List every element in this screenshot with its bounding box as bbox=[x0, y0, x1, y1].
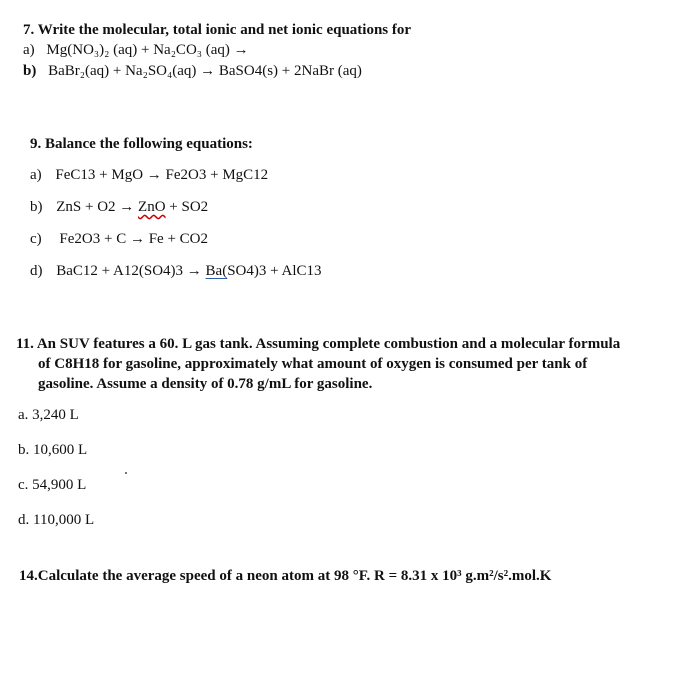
equation-text-end: + SO2 bbox=[165, 199, 209, 215]
question-9-part-d bbox=[30, 262, 322, 280]
question-7-title: 7. Write the molecular, total ionic and net ionic equations for bbox=[23, 22, 412, 38]
question-9-part-c bbox=[30, 230, 208, 248]
equation-text: FeC13 + MgO → Fe2O3 + MgC12 bbox=[55, 167, 269, 183]
equation-text-end: SO4)3 + AlC13 bbox=[227, 263, 322, 279]
question-14-text: 14.Calculate the average speed of a neon atom at 98 °F. R = 8.31 x 10³ g.m²/s².mol.K bbox=[19, 568, 552, 584]
question-7-part-a bbox=[23, 41, 249, 59]
question-11-line-1: 11. An SUV features a 60. L gas tank. Assuming complete combustion and a molecular formula bbox=[16, 336, 621, 352]
grammar-underlined-text: Ba( bbox=[205, 263, 228, 279]
answer-option-b: b. 10,600 L bbox=[18, 442, 88, 458]
question-7-part-b bbox=[23, 62, 362, 80]
part-label: b) bbox=[30, 199, 43, 215]
part-label: a) bbox=[30, 167, 42, 183]
part-label: c) bbox=[30, 231, 42, 247]
question-9-part-b bbox=[30, 198, 208, 216]
answer-option-c: c. 54,900 L bbox=[18, 477, 87, 493]
equation-text: Mg(NO₃)₂ (aq) + Na₂CO₃ (aq) → bbox=[46, 42, 249, 58]
answer-option-a: a. 3,240 L bbox=[18, 407, 79, 423]
stray-mark bbox=[125, 472, 127, 474]
equation-text: BaBr₂(aq) + Na₂SO₄(aq) → BaSO4(s) + 2NaBr (aq) bbox=[48, 63, 362, 79]
equation-text: Fe2O3 + C → Fe + CO2 bbox=[59, 231, 208, 247]
equation-text: BaC12 + A12(SO4)3 → bbox=[56, 263, 206, 279]
spellcheck-underlined-word: ZnO bbox=[138, 199, 166, 215]
equation-text: ZnS + O2 → bbox=[56, 199, 139, 215]
answer-option-d: d. 110,000 L bbox=[18, 512, 95, 528]
question-11-line-2: of C8H18 for gasoline, approximately what amount of oxygen is consumed per tank of bbox=[38, 356, 588, 372]
part-label: d) bbox=[30, 263, 43, 279]
question-9-title: 9. Balance the following equations: bbox=[30, 136, 253, 152]
question-9-part-a bbox=[30, 166, 268, 184]
question-11-line-3: gasoline. Assume a density of 0.78 g/mL for gasoline. bbox=[38, 376, 373, 392]
part-label: a) bbox=[23, 42, 35, 58]
part-label: b) bbox=[23, 63, 37, 79]
